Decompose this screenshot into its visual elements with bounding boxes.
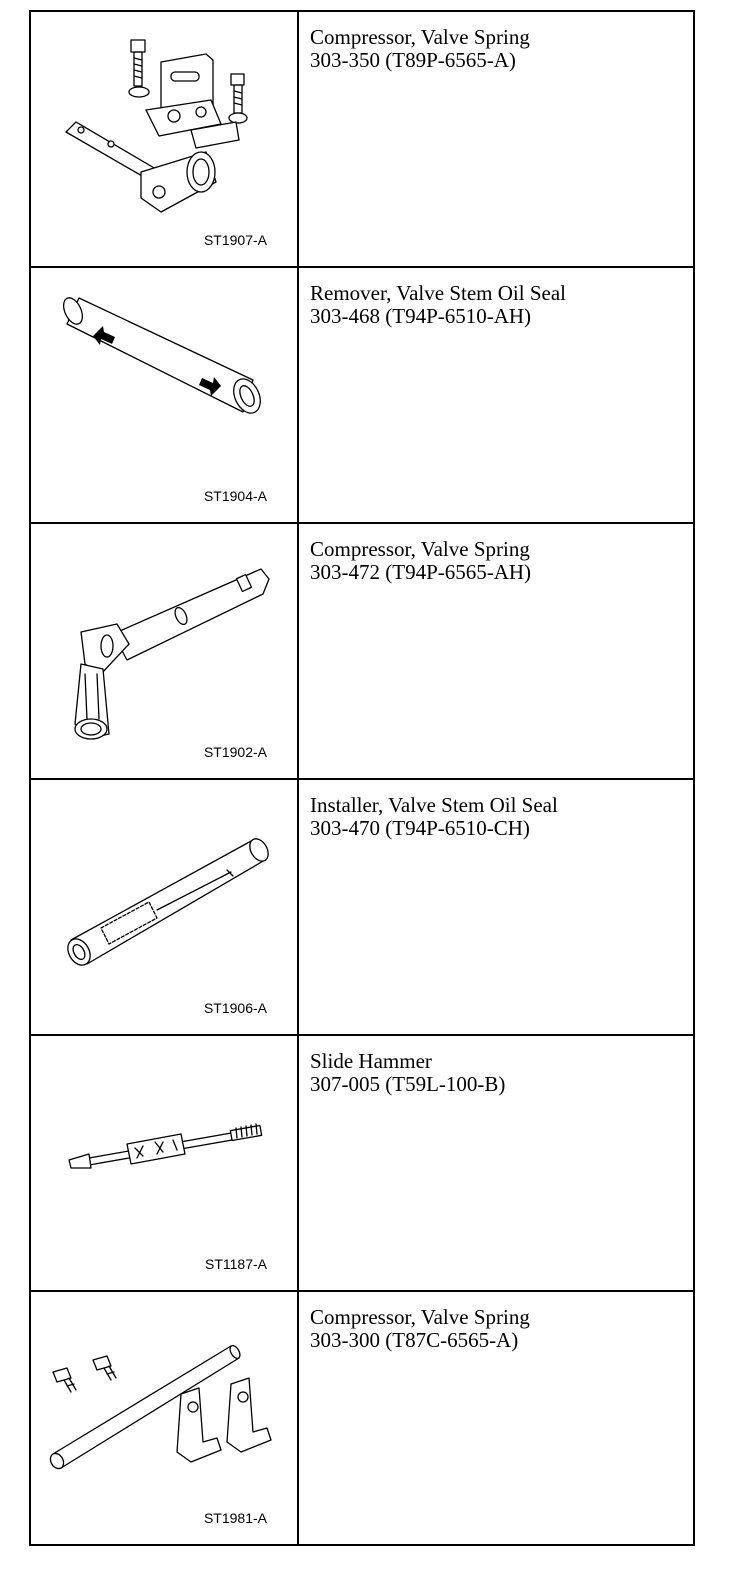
tool-name: Compressor, Valve Spring	[310, 1305, 530, 1329]
tool-name: Installer, Valve Stem Oil Seal	[310, 793, 558, 817]
tool-name: Remover, Valve Stem Oil Seal	[310, 281, 566, 305]
tool-description	[298, 523, 694, 779]
tool-number: 303-472 (T94P-6565-AH)	[310, 560, 532, 584]
table-row	[30, 523, 694, 779]
tool-name: Slide Hammer	[310, 1049, 432, 1073]
tool-description	[298, 779, 694, 1035]
tool-code: ST1907-A	[203, 232, 267, 248]
tool-number: 303-350 (T89P-6565-A)	[310, 48, 516, 72]
tool-name: Compressor, Valve Spring	[310, 537, 530, 561]
special-tools-table	[29, 10, 695, 1546]
tool-code: ST1904-A	[203, 488, 267, 504]
valve-spring-compressor-lever-icon	[31, 524, 297, 778]
table-row	[30, 1035, 694, 1291]
tool-code: ST1906-A	[203, 1000, 267, 1016]
tool-code: ST1187-A	[205, 1256, 267, 1272]
tool-illustration-cell	[30, 523, 298, 779]
tool-illustration-cell	[30, 1291, 298, 1545]
tool-code: ST1981-A	[203, 1510, 267, 1526]
tool-illustration-cell	[30, 1035, 298, 1291]
tool-description	[298, 1291, 694, 1545]
tool-description	[298, 1035, 694, 1291]
tool-illustration-cell	[30, 11, 298, 267]
tool-illustration-cell	[30, 779, 298, 1035]
tool-code: ST1902-A	[203, 744, 267, 760]
table-row	[30, 267, 694, 523]
tool-number: 303-470 (T94P-6510-CH)	[310, 816, 530, 840]
tool-description	[298, 11, 694, 267]
seal-installer-icon	[31, 780, 297, 1034]
table-row	[30, 1291, 694, 1545]
slide-hammer-icon	[31, 1036, 297, 1290]
table-row	[30, 11, 694, 267]
table-row	[30, 779, 694, 1035]
tool-illustration-cell	[30, 267, 298, 523]
tool-description	[298, 267, 694, 523]
valve-spring-compressor-bar-icon	[31, 1292, 297, 1546]
tool-name: Compressor, Valve Spring	[310, 25, 530, 49]
seal-remover-tube-icon	[31, 268, 297, 522]
tool-number: 303-468 (T94P-6510-AH)	[310, 304, 532, 328]
tool-number: 307-005 (T59L-100-B)	[310, 1072, 506, 1096]
valve-spring-compressor-icon	[31, 12, 297, 266]
tool-number: 303-300 (T87C-6565-A)	[310, 1328, 519, 1352]
